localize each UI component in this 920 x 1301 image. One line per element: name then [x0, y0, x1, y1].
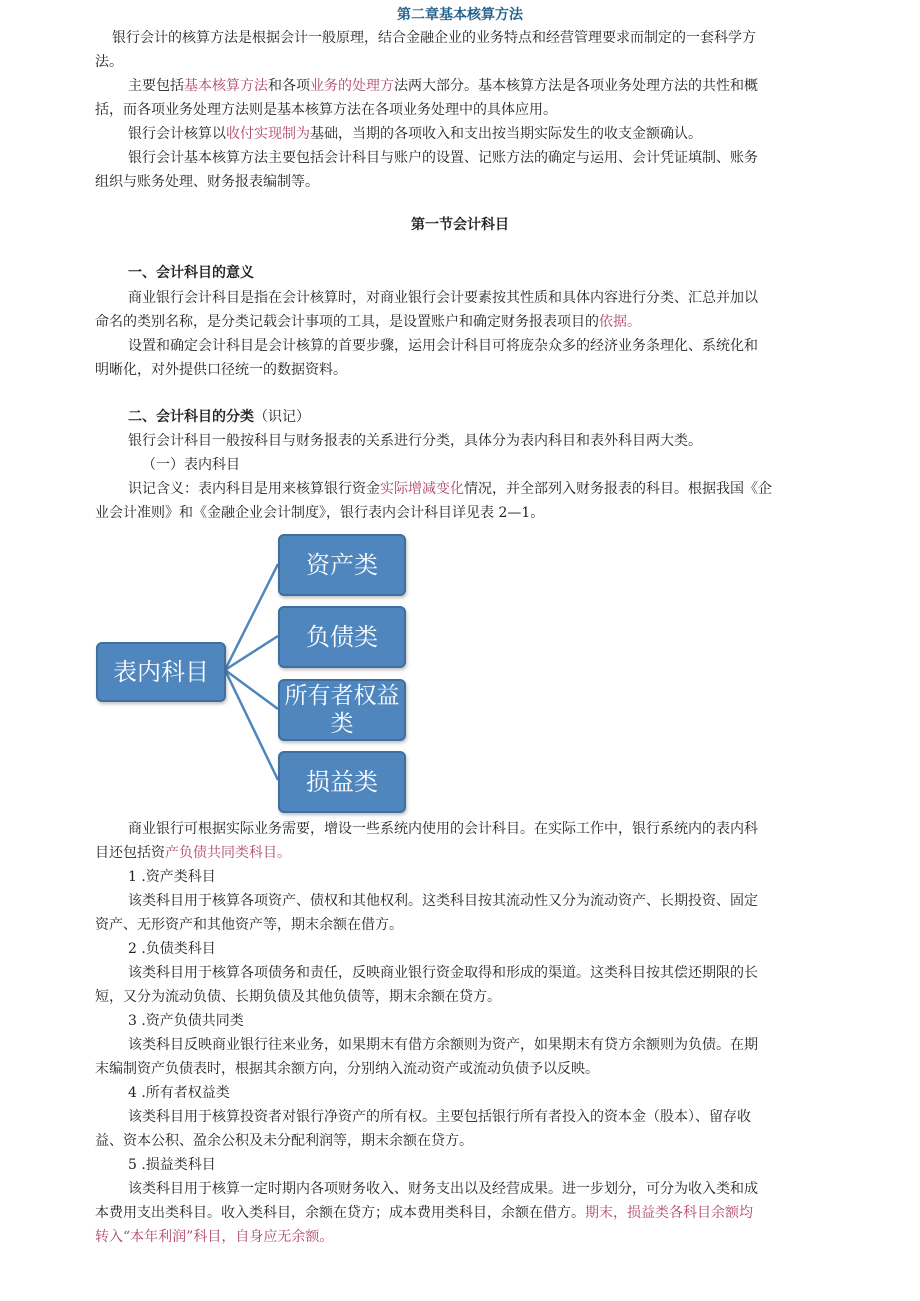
- highlight-basis: 依据。: [599, 314, 641, 330]
- item3-title: 3 .资产负债共同类: [128, 1013, 244, 1029]
- diagram-child-equity: [278, 679, 406, 741]
- intro-p1-line1: 银行会计的核算方法是根据会计一般原理，结合金融企业的业务特点和经营管理要求而制定的一套科学方: [112, 30, 756, 46]
- diagram-child-label-line2: 类: [330, 711, 354, 737]
- s2-def-line2: 业会计准则》和《金融企业会计制度》，银行表内会计科目详见表 2—1。: [95, 505, 545, 521]
- intro-p4-line1: 银行会计基本核算方法主要包括会计科目与账户的设置、记账方法的确定与运用、会计凭证填制、账务: [128, 150, 758, 166]
- text: 识记含义：表内科目是用来核算银行资金: [128, 481, 380, 497]
- s1-p1-line2: [95, 311, 641, 333]
- intro-p4-line2: 组织与账务处理、财务报表编制等。: [95, 174, 319, 190]
- diagram-root-label: 表内科目: [113, 658, 209, 686]
- item5-line2: [95, 1202, 753, 1224]
- intro-p1-line2: 法。: [95, 54, 123, 70]
- after-p1-line1: 商业银行可根据实际业务需要，增设一些系统内使用的会计科目。在实际工作中，银行系统内的表内科: [128, 821, 758, 837]
- diagram-child-label-line1: 所有者权益: [284, 683, 400, 709]
- item2-title: 2 .负债类科目: [128, 941, 216, 957]
- highlight-period-end: 期末，损益类各科目余额均: [585, 1205, 753, 1221]
- highlight-basic-method: 基本核算方法: [184, 78, 268, 94]
- item3-line1: 该类科目反映商业银行往来业务，如果期末有借方余额则为资产，如果期末有贷方余额则为负债。在期: [128, 1037, 758, 1053]
- highlight-actual-change: 实际增减变化: [380, 481, 464, 497]
- text: 基础，当期的各项收入和支出按当期实际发生的收支金额确认。: [310, 126, 702, 142]
- highlight-business-method: 业务的处理方: [310, 78, 394, 94]
- text: 目还包括资: [95, 845, 165, 861]
- intro-p2-line1: [128, 75, 758, 97]
- on-balance-sheet-diagram: [95, 533, 415, 813]
- after-p1-line2: [95, 842, 291, 864]
- diagram-child-label: 资产类: [306, 551, 378, 579]
- intro-p2-line2: 括，而各项业务处理方法则是基本核算方法在各项业务处理中的具体应用。: [95, 102, 557, 118]
- text: 主要包括: [128, 78, 184, 94]
- section-title: 第一节会计科目: [411, 217, 509, 233]
- item2-line2: 短，又分为流动负债、长期负债及其他负债等，期末余额在贷方。: [95, 989, 501, 1005]
- text: 银行会计核算以: [128, 126, 226, 142]
- diagram-child-liabilities: [278, 606, 406, 668]
- s2-def-line1: [128, 478, 772, 500]
- text: 本费用支出类科目。收入类科目，余额在贷方；成本费用类科目，余额在借方。: [95, 1205, 585, 1221]
- item2-line1: 该类科目用于核算各项债务和责任，反映商业银行资金取得和形成的渠道。这类科目按其偿还期限的长: [128, 965, 758, 981]
- s1-p1-line1: 商业银行会计科目是指在会计核算时，对商业银行会计要素按其性质和具体内容进行分类、汇总并加以: [128, 290, 758, 306]
- diagram-child-assets: [278, 534, 406, 596]
- intro-p3: [128, 123, 702, 145]
- item4-line2: 益、资本公积、盈余公积及未分配利润等，期末余额在贷方。: [95, 1133, 473, 1149]
- chapter-title: 第二章基本核算方法: [397, 7, 523, 23]
- item5-line3: 转入“本年利润”科目，自身应无余额。: [95, 1229, 334, 1245]
- diagram-child-label: 损益类: [306, 768, 378, 796]
- item5-line1: 该类科目用于核算一定时期内各项财务收入、财务支出以及经营成果。进一步划分，可分为收入类和成: [128, 1181, 758, 1197]
- text: 和各项: [268, 78, 310, 94]
- text: 命名的类别名称，是分类记载会计事项的工具，是设置账户和确定财务报表项目的: [95, 314, 599, 330]
- connector-profit-loss: [225, 670, 278, 780]
- item3-line2: 末编制资产负债表时，根据其余额方向，分别纳入流动资产或流动负债予以反映。: [95, 1061, 599, 1077]
- highlight-common-class: 产负债共同类科目。: [165, 845, 291, 861]
- text: 情况，并全部列入财务报表的科目。根据我国《企: [464, 481, 772, 497]
- s2-heading: [128, 406, 310, 428]
- s1-heading: 一、会计科目的意义: [128, 265, 254, 281]
- s1-p2-line2: 明晰化，对外提供口径统一的数据资料。: [95, 362, 347, 378]
- diagram-child-label: 负债类: [306, 623, 378, 651]
- diagram-child-profit-loss: [278, 751, 406, 813]
- s1-p2-line1: 设置和确定会计科目是会计核算的首要步骤，运用会计科目可将庞杂众多的经济业务条理化、系统化和: [128, 338, 758, 354]
- s2-p1: 银行会计科目一般按科目与财务报表的关系进行分类，具体分为表内科目和表外科目两大类。: [128, 433, 702, 449]
- item5-title: 5 .损益类科目: [128, 1157, 216, 1173]
- diagram-root-box: [96, 642, 226, 702]
- highlight-cash-basis: 收付实现制为: [226, 126, 310, 142]
- s2-heading-text: 二、会计科目的分类: [128, 409, 254, 425]
- connector-equity: [225, 670, 278, 709]
- text: 法两大部分。基本核算方法是各项业务处理方法的共性和概: [394, 78, 758, 94]
- item4-title: 4 .所有者权益类: [128, 1085, 230, 1101]
- s2-heading-note: （识记）: [254, 409, 310, 425]
- item4-line1: 该类科目用于核算投资者对银行净资产的所有权。主要包括银行所有者投入的资本金（股本）、留存收: [128, 1109, 751, 1125]
- item1-line2: 资产、无形资产和其他资产等，期末余额在借方。: [95, 917, 403, 933]
- item1-title: 1 .资产类科目: [128, 869, 216, 885]
- item1-line1: 该类科目用于核算各项资产、债权和其他权利。这类科目按其流动性又分为流动资产、长期投资、固定: [128, 893, 758, 909]
- s2-sub1: （一）表内科目: [142, 457, 240, 473]
